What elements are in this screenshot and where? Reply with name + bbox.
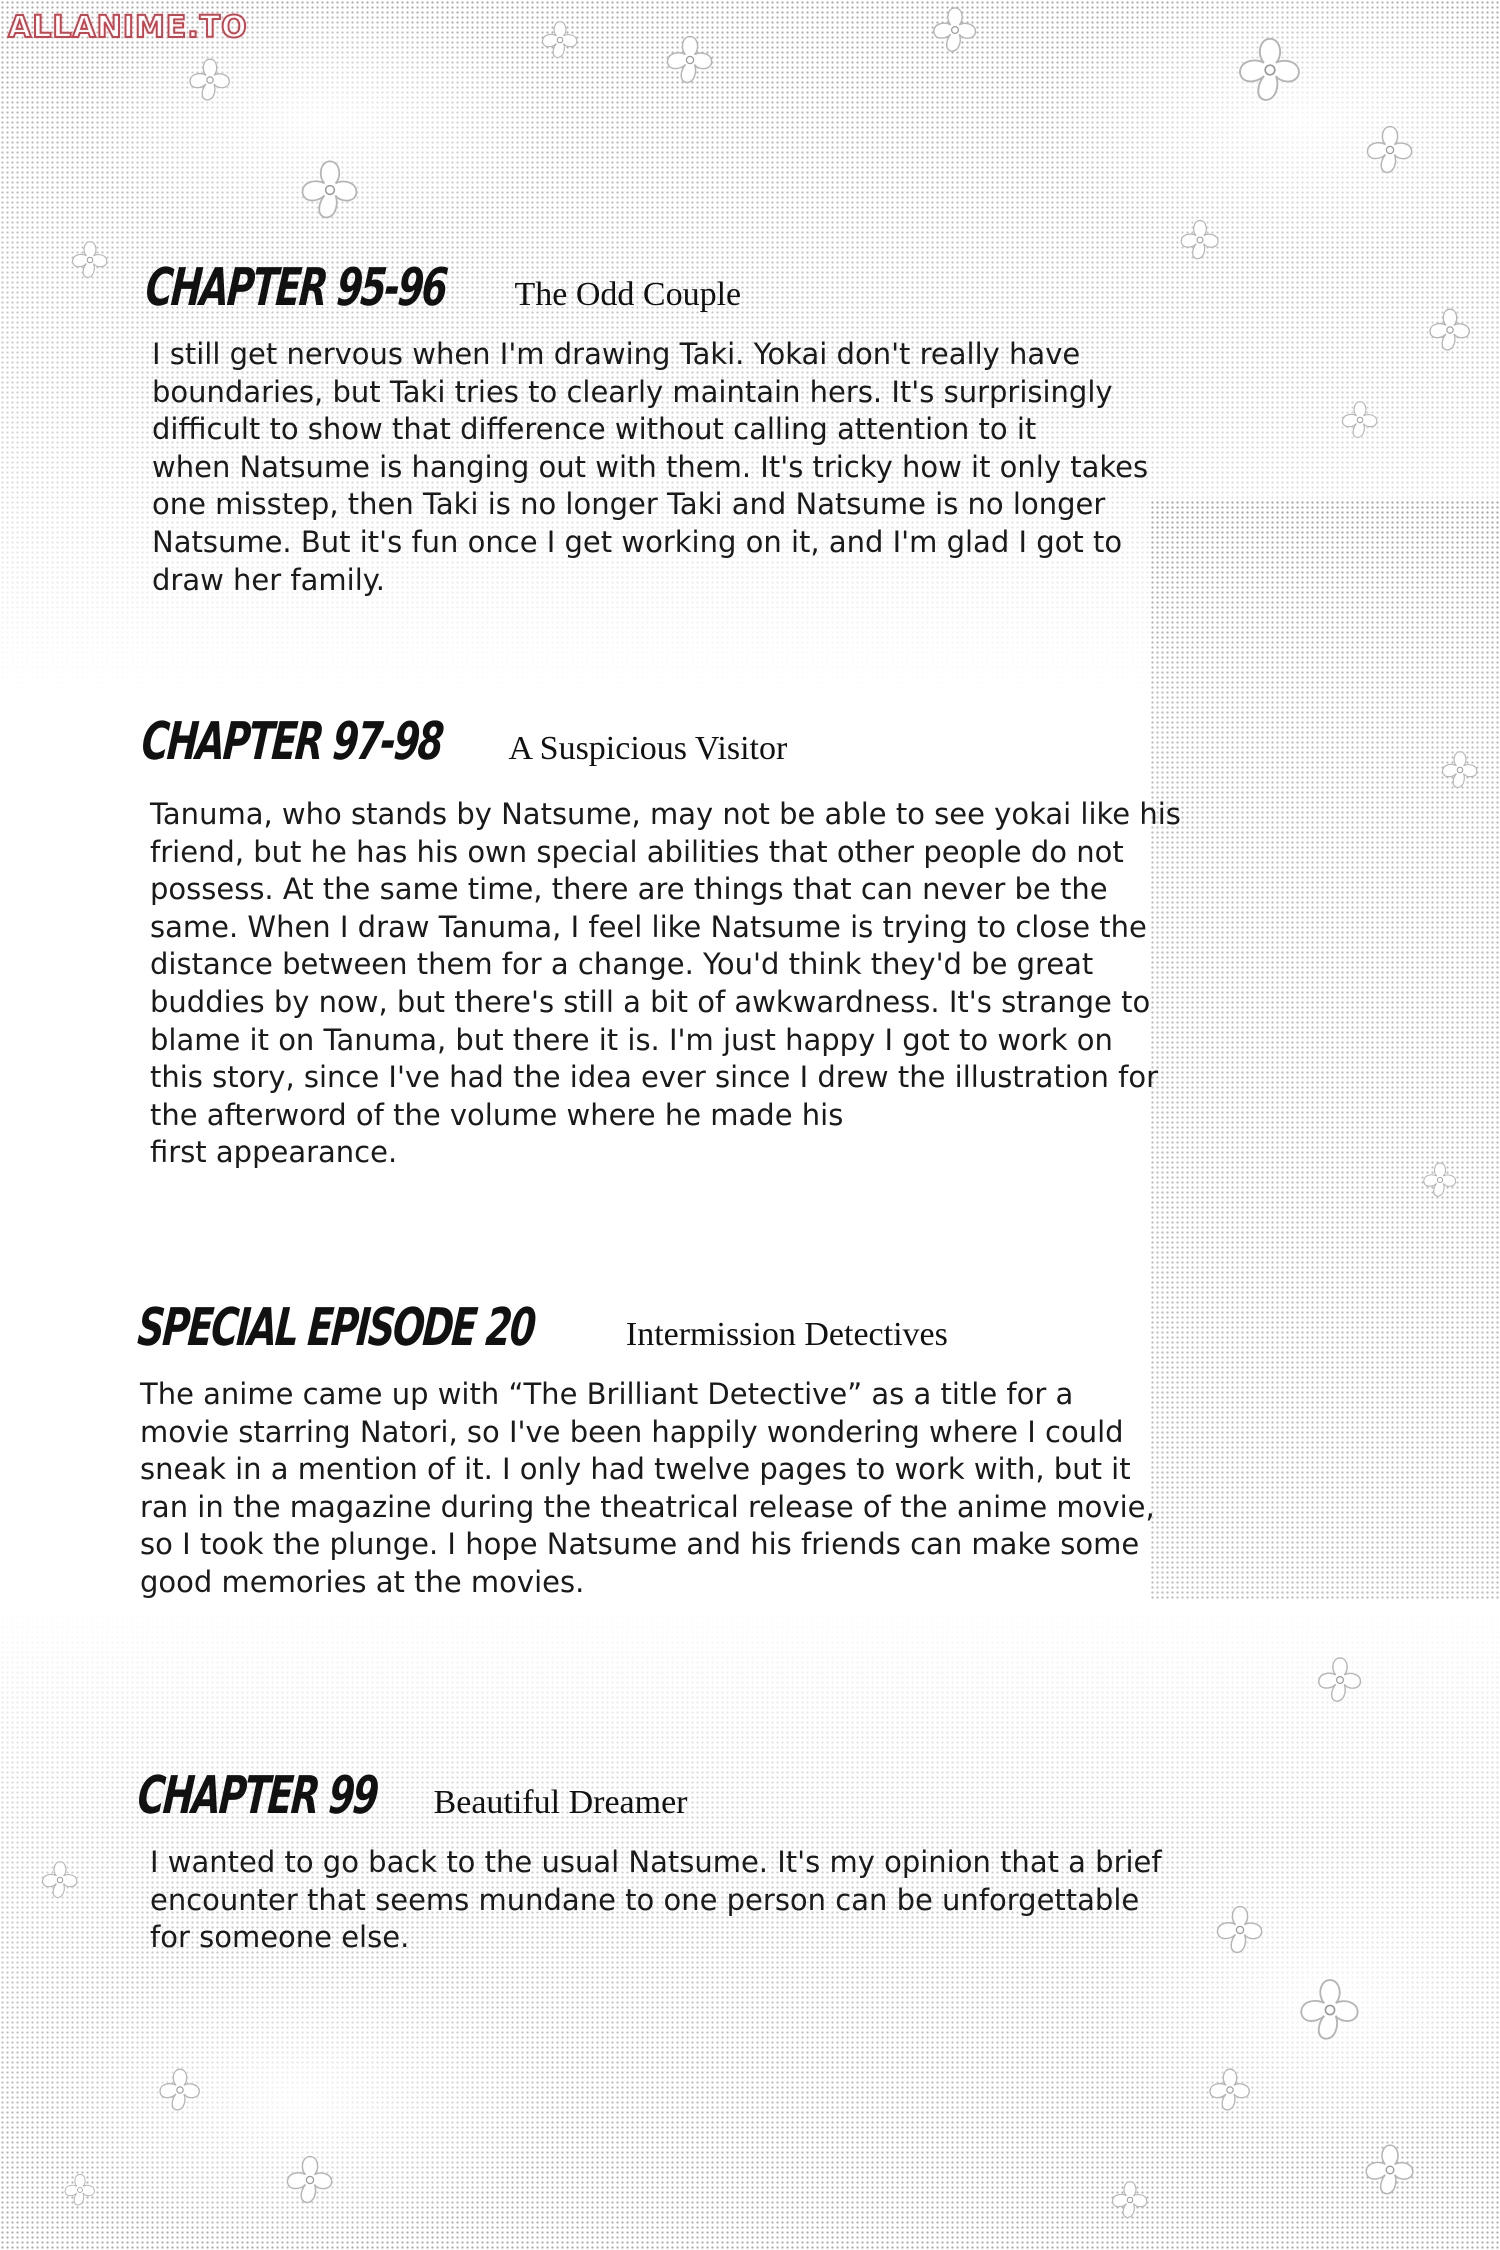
chapter-section: [139, 712, 1390, 1172]
chapter-title: A Suspicious Visitor: [508, 730, 788, 767]
chapter-title: The Odd Couple: [514, 276, 742, 313]
chapter-label: CHAPTER 95-96: [143, 258, 449, 318]
chapter-heading: [139, 712, 1390, 772]
chapter-label: CHAPTER 99: [135, 1766, 379, 1826]
chapter-label: CHAPTER 97-98: [139, 712, 445, 772]
chapter-commentary: I still get nervous when I'm drawing Taki. Yokai don't really have boundaries, but Taki tries to clearly maintain hers. It's surprisingly difficult to show that difference without calling attention to it when Natsume is hanging out with them. It's tricky how it only takes one misstep, then Taki is no longer Taki and Natsume is no longer Natsume. But it's fun once I get working on it, and I'm glad I got to draw her family.: [152, 337, 1149, 597]
chapter-title: Intermission Detectives: [625, 1316, 948, 1353]
chapter-commentary: Tanuma, who stands by Natsume, may not be able to see yokai like his friend, but he has his own special abilities that other people do not possess. At the same time, there are things that can never be the same. When I draw Tanuma, I feel like Natsume is trying to close the distance between them for a change. You'd think they'd be great buddies by now, but there's still a bit of awkwardness. It's strange to blame it on Tanuma, but there it is. I'm just happy I got to work on this story, since I've had the idea ever since I drew the illustration for the afterword of the volume where he made his first appearance.: [150, 797, 1181, 1170]
chapter-label: SPECIAL EPISODE 20: [135, 1298, 537, 1358]
chapter-heading: [135, 1298, 1380, 1358]
chapter-commentary: I wanted to go back to the usual Natsume. It's my opinion that a brief encounter that seems mundane to one person can be unforgettable for someone else.: [150, 1845, 1162, 1955]
chapter-heading: [143, 258, 1382, 318]
chapter-section: [135, 1298, 1380, 1602]
chapter-heading: [135, 1766, 1390, 1826]
chapter-section: [135, 1766, 1390, 1957]
chapter-commentary: The anime came up with “The Brilliant Detective” as a title for a movie starring Natori, so I've been happily wondering where I could sneak in a mention of it. I only had twelve pages to work with, but it ran in the magazine during the theatrical release of the anime movie, so I took the plunge. I hope Natsume and his friends can make some good memories at the movies.: [140, 1377, 1155, 1599]
chapter-title: Beautiful Dreamer: [433, 1784, 688, 1821]
chapter-section: [143, 258, 1382, 599]
site-watermark: ALLANIME.TO: [8, 10, 248, 45]
